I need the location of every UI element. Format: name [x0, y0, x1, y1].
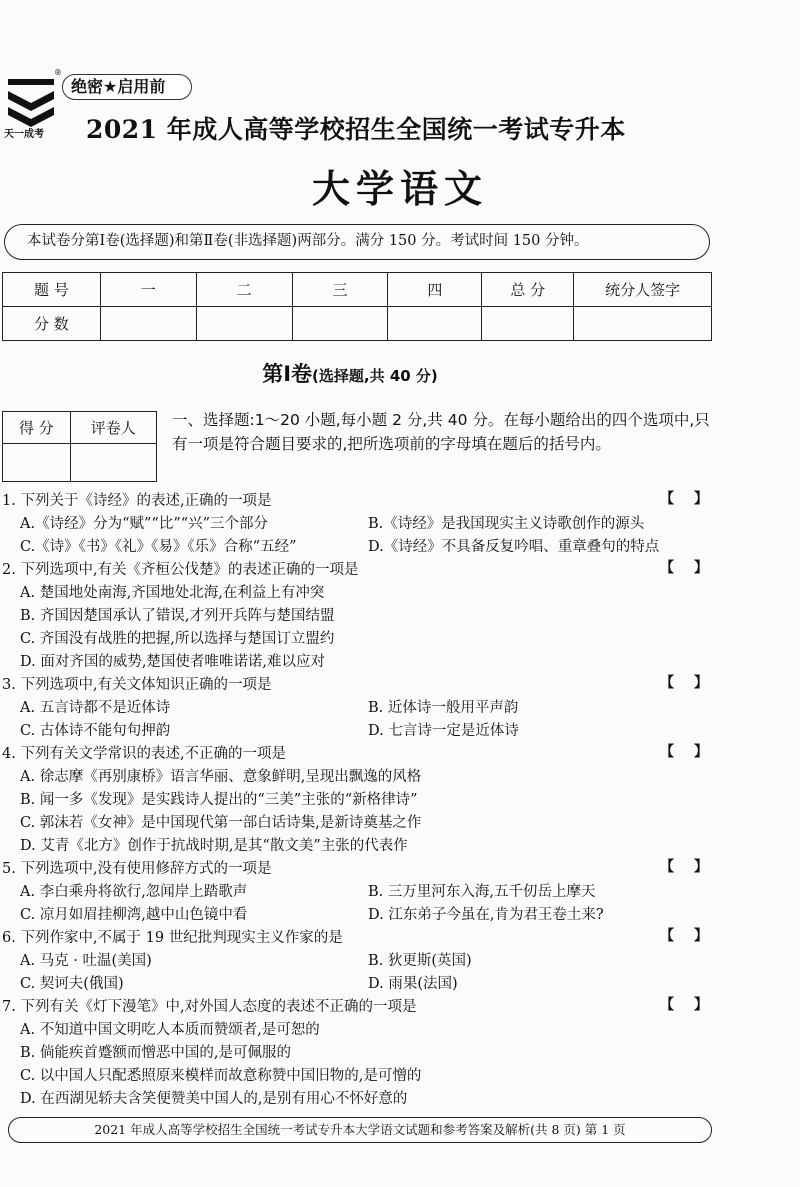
option: C. 齐国没有战胜的把握,所以选择与楚国订立盟约 [20, 631, 335, 647]
option: B. 狄更斯(英国) [368, 953, 472, 969]
bracket-open: 【 [660, 744, 674, 760]
option: A. 徐志摩《再别康桥》语言华丽、意象鲜明,呈现出飘逸的风格 [20, 769, 422, 785]
option: C. 契诃夫(俄国) [20, 976, 124, 992]
option: C. 古体诗不能句句押韵 [20, 723, 171, 739]
part1-subtitle: (选择题,共 40 分) [312, 367, 438, 385]
score-table [2, 272, 712, 341]
question-stem: 5. 下列选项中,没有使用修辞方式的一项是 [2, 861, 272, 877]
option: D. 艾青《北方》创作于抗战时期,是其“散文美”主张的代表作 [20, 838, 408, 854]
score-table-header: 三 [292, 273, 388, 307]
option: C.《诗》《书》《礼》《易》《乐》合称“五经” [20, 539, 297, 555]
score-table-header: 统分人签字 [574, 273, 712, 307]
bracket-open: 【 [660, 675, 674, 691]
question-stem: 7. 下列有关《灯下漫笔》中,对外国人态度的表述不正确的一项是 [2, 999, 417, 1015]
grader-table [2, 411, 157, 482]
option: D. 面对齐国的威势,楚国使者唯唯诺诺,难以应对 [20, 654, 326, 670]
option: B. 闻一多《发现》是实践诗人提出的“三美”主张的“新格律诗” [20, 792, 418, 808]
option: A. 马克 · 吐温(美国) [20, 953, 152, 969]
option: C. 以中国人只配悉照原来模样而故意称赞中国旧物的,是可憎的 [20, 1068, 422, 1084]
score-table-header: 一 [100, 273, 196, 307]
answer-bracket[interactable] [660, 672, 708, 692]
answer-bracket[interactable] [660, 925, 708, 945]
bracket-open: 【 [660, 859, 674, 875]
option: B. 近体诗一般用平声韵 [368, 700, 519, 716]
answer-bracket[interactable] [660, 741, 708, 761]
bracket-close: 】 [694, 928, 708, 944]
option: C. 凉月如眉挂柳湾,越中山色镜中看 [20, 907, 248, 923]
answer-bracket[interactable] [660, 856, 708, 876]
subject-title: 大学语文 [311, 167, 488, 211]
option: B. 三万里河东入海,五千仞岳上摩天 [368, 884, 596, 900]
answer-bracket[interactable] [660, 994, 708, 1014]
option: A. 李白乘舟将欲行,忽闻岸上踏歌声 [20, 884, 248, 900]
registered-mark: ® [54, 68, 62, 77]
bracket-close: 】 [694, 997, 708, 1013]
question-stem: 4. 下列有关文学常识的表述,不正确的一项是 [2, 746, 287, 762]
question-stem: 1. 下列关于《诗经》的表述,正确的一项是 [2, 493, 272, 509]
option: B. 齐国因楚国承认了错误,才列开兵阵与楚国结盟 [20, 608, 335, 624]
option: D. 七言诗一定是近体诗 [368, 723, 519, 739]
option: D. 雨果(法国) [368, 976, 458, 992]
bracket-close: 】 [694, 675, 708, 691]
score-table-header-row [3, 273, 712, 307]
score-table-score-row [3, 307, 712, 341]
score-cell[interactable] [292, 307, 388, 341]
answer-bracket[interactable] [660, 557, 708, 577]
question-stem: 6. 下列作家中,不属于 19 世纪批判现实主义作家的是 [2, 930, 343, 946]
score-row-label: 分 数 [3, 307, 101, 341]
score-cell[interactable] [100, 307, 196, 341]
page-footer: 2021 年成人高等学校招生全国统一考试专升本大学语文试题和参考答案及解析(共 8 页) 第 1 页 [8, 1117, 712, 1143]
question-stem: 2. 下列选项中,有关《齐桓公伐楚》的表述正确的一项是 [2, 562, 359, 578]
score-cell[interactable] [482, 307, 574, 341]
option: D.《诗经》不具备反复吟唱、重章叠句的特点 [368, 539, 660, 555]
bracket-open: 【 [660, 560, 674, 576]
secret-label: 绝密★启用前 [62, 74, 192, 100]
option: B.《诗经》是我国现实主义诗歌创作的源头 [368, 516, 645, 532]
grader-score-label: 得 分 [3, 412, 71, 444]
option: A.《诗经》分为“赋”“比”“兴”三个部分 [20, 516, 269, 532]
exam-info: 本试卷分第Ⅰ卷(选择题)和第Ⅱ卷(非选择题)两部分。满分 150 分。考试时间 150 分钟。 [4, 224, 710, 260]
score-cell[interactable] [574, 307, 712, 341]
option: A. 楚国地处南海,齐国地处北海,在利益上有冲突 [20, 585, 325, 601]
option: D. 在西湖见轿夫含笑便赞美中国人的,是别有用心不怀好意的 [20, 1091, 408, 1107]
bracket-open: 【 [660, 491, 674, 507]
bracket-close: 】 [694, 859, 708, 875]
grader-name-label: 评卷人 [70, 412, 156, 444]
score-cell[interactable] [196, 307, 292, 341]
bracket-close: 】 [694, 560, 708, 576]
score-table-header: 四 [388, 273, 482, 307]
part1-heading [0, 358, 700, 388]
logo-text: 天一成考 [4, 129, 44, 140]
question-stem: 3. 下列选项中,有关文体知识正确的一项是 [2, 677, 272, 693]
exam-title: 2021 年成人高等学校招生全国统一考试专升本 [86, 115, 626, 144]
part1-title: 第Ⅰ卷 [262, 362, 313, 386]
bracket-close: 】 [694, 744, 708, 760]
answer-bracket[interactable] [660, 488, 708, 508]
score-table-header: 二 [196, 273, 292, 307]
option: B. 倘能疾首蹙额而憎恶中国的,是可佩服的 [20, 1045, 291, 1061]
bracket-close: 】 [694, 491, 708, 507]
option: A. 不知道中国文明吃人本质而赞颂者,是可恕的 [20, 1022, 320, 1038]
grader-name-cell[interactable] [70, 444, 156, 482]
score-table-header: 总 分 [482, 273, 574, 307]
option: D. 江东弟子今虽在,肯为君王卷土来? [368, 907, 604, 923]
bracket-open: 【 [660, 997, 674, 1013]
score-table-header: 题 号 [3, 273, 101, 307]
score-cell[interactable] [388, 307, 482, 341]
grader-score-cell[interactable] [3, 444, 71, 482]
bracket-open: 【 [660, 928, 674, 944]
option: A. 五言诗都不是近体诗 [20, 700, 171, 716]
option: C. 郭沫若《女神》是中国现代第一部白话诗集,是新诗奠基之作 [20, 815, 422, 831]
section-instruction: 一、选择题:1～20 小题,每小题 2 分,共 40 分。在每小题给出的四个选项中,只有一项是符合题目要求的,把所选项前的字母填在题后的括号内。 [172, 411, 710, 453]
